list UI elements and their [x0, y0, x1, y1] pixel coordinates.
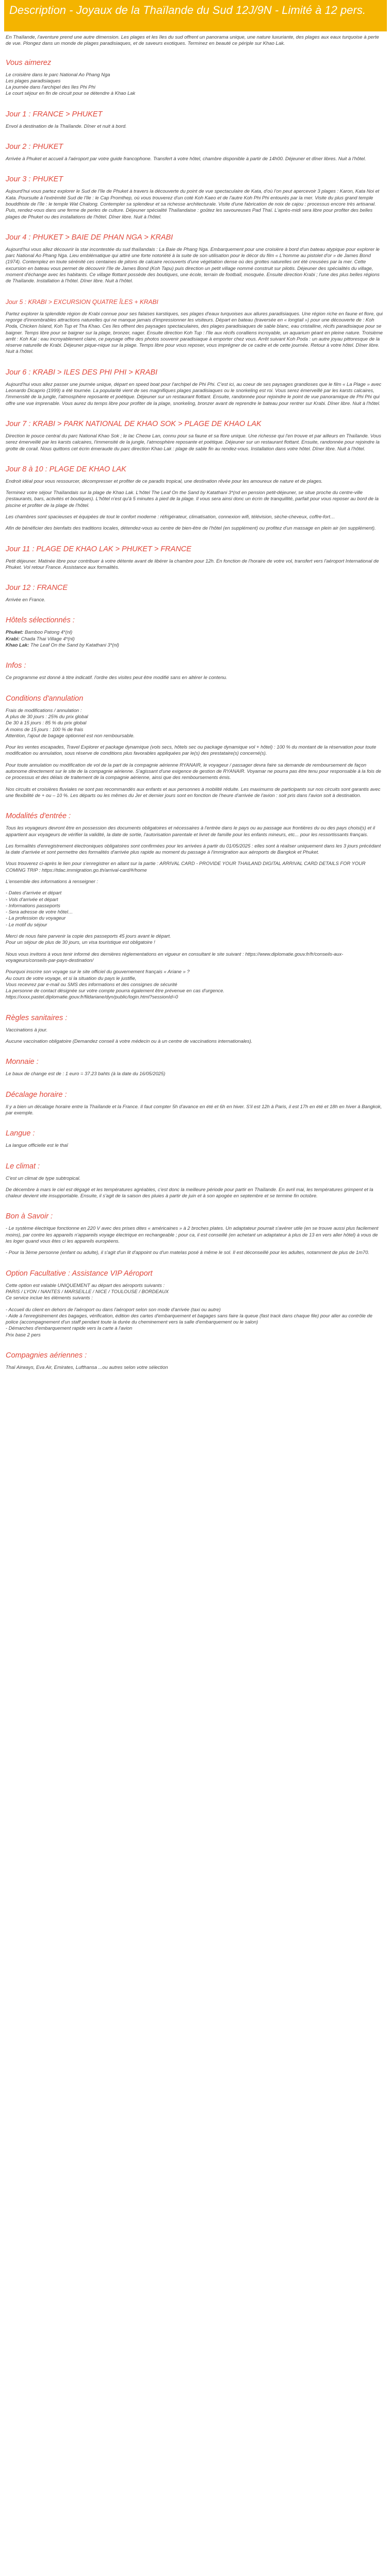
decalage-text: Il y a bien un décalage horaire entre la Thaïlande et la France. Il faut compter 5h d'avance en été et 6h en hiver. S'il est 12h à Paris, il est 17h en été et 18h en hiver à Bangkok, par exemple. [6, 1103, 382, 1115]
infos-text: Ce programme est donné à titre indicatif. l'ordre des visites peut être modifié sans en altérer le contenu. [6, 674, 227, 681]
hotel-name: Chada Thai Village 4*(nl) [20, 635, 75, 641]
option-text: - Accueil du client en dehors de l'aéroport ou dans l'aéroport selon son mode d'arrivée (taxi ou autre) - Aide à l'enregistrement des bagages, vérification, édition des cartes d'embarquement et bagages sans faire la queue (fast track dans chaque file) pour aller au contrôle de police (accompagnement d'un staff pendant toute la durée du cheminement vers la salle d'embarquement ou le salon) - Démarches d'embarquement rapide vers la carte à l'avion Prix base 2 pers [6, 1306, 372, 1337]
page-title: Description - Joyaux de la Thaïlande du Sud 12J/9N - Limité à 12 pers. [9, 4, 366, 16]
section-title-bon-a-savoir: Bon à Savoir : [6, 1212, 53, 1221]
conditions-list [6, 707, 385, 739]
day-title: Jour 1 : FRANCE > PHUKET [6, 110, 103, 118]
day-text: Direction le pouce central du parc National Khao Sok ; le lac Cheow Lan, connu pour sa faune et sa flore unique. Une richesse qui l'en trouve et par ailleurs en Thaïlande. Vous serez émerveillé par les karsts calcaires, l'immensité de la jungle, l'atmosphère reposante et poétique. Déjeuner sur un restaurant flottant. Ensuite, randonnée pour rejoindre la grotte de corail. Nous quittons cet écrin émeraude du parc direction Khao Lak : plage de sable fin au rendez-vous. Installation dans votre hôtel. Dîner libre. Nuit à l'hôtel. [6, 432, 381, 451]
day-text: Envol à destination de la Thaïlande. Dîner et nuit à bord. [6, 123, 127, 129]
day-text: Aujourd'hui vous allez passer une journée unique, départ en speed boat pour l'archipel de Phi Phi. C'est ici, au coeur de ses paysages grandioses que le film « La Plage » avec Leonardo Dicaprio (1999) a été tournée. La popularité vient de ses magnifiques plages paradisiaques ou le snorkeling est roi. Vous serez émerveillé par les karsts calcaires, l'immensité de la jungle, l'atmosphère reposante et poétique. Déjeuner sur un restaurant flottant. Ensuite, randonnée pour rejoindre le point de vue panoramique de Phi Phi qui offre une vue imprenable. Vous aurez du temps libre pour profiter de la plage, snorkeling, bronzer avant de reprendre le bateau pour rentrer sur Krabi. Dîner libre. Nuit à l'hôtel. [6, 381, 382, 406]
list-item: Les plages paradisiaques [6, 77, 61, 83]
option-text: Cette option est valable UNIQUEMENT au départ des aéroports suivants : PARIS / LYON / NANTES / MARSEILLE / NICE / TOULOUSE / BORDEAUX Ce service inclue les éléments suivants : [6, 1282, 169, 1301]
monnaie-text: Le baux de change est de : 1 euro = 37.23 bahts (à la date du 16/05/2025) [6, 1071, 166, 1077]
section-title-decalage: Décalage horaire : [6, 1090, 67, 1099]
climat-text: De décembre à mars le ciel est dégagé et les températures agréables, c'est donc la meilleure période pour partir en Thaïlande. En avril mai, les températures grimpent et la chaleur devient vite insupportable. Ensuite, il s'agit de la saison des pluies à partir de juin et à son apogée en septembre et se termine fin octobre. [6, 1186, 373, 1199]
day-title: Jour 4 : PHUKET > BAIE DE PHAN NGA > KRABI [6, 233, 173, 242]
day-text: Endroit idéal pour vous ressourcer, décompresser et profiter de ce paradis tropical, une destination rêvée pour les amoureux de nature et de plages. [6, 478, 323, 484]
modalites-text: Nous vous invitons à vous tenir informé des dernières réglementations en vigueur en consultant le site suivant : https://www.diplomatie.gouv.fr/fr/conseils-aux-voyageurs/conseils-par-pays-destination/ [6, 951, 344, 963]
day-title: Jour 3 : PHUKET [6, 175, 63, 184]
condition-line: De 30 à 15 jours : 85 % du prix global [6, 720, 87, 726]
condition-line: A moins de 15 jours : 100 % de frais [6, 726, 84, 732]
conditions-text: Nos circuits et croisières fluviales ne sont pas recommandés aux enfants et aux personnes à mobilité réduite. Les maximums de participants sur nos circuits sont garantis avec une flexibilité de + ou – 10 %. Les départs ou les mêmes du Jer et dernier jours sont en fonction de l'heure d'arrivée de l'avion : soit pris dans l'avion soit à destination. [6, 786, 381, 798]
day-text: Afin de bénéficier des bienfaits des traditions locales, détendez-vous au centre de bien-être de l'hôtel (en supplément) ou profitez d'un massage en plein air (en supplément). [6, 525, 376, 531]
page-title-banner [4, 0, 387, 31]
section-title-infos: Infos : [6, 662, 26, 670]
hotel-city: Khao Lak: [6, 642, 29, 648]
langue-text: La langue officielle est le thaï [6, 1142, 68, 1148]
list-item: Le court séjour en fin de circuit pour se détendre à Khao Lak [6, 90, 136, 96]
intro-text: En Thaïlande, l'aventure prend une autre dimension. Les plages et les îles du sud offrent un panorama unique, une nature luxuriante, des plages aux eaux turquoise à perte de vue. Plongez dans un monde de plages paradisiaques, et de saveurs exotiques. Terminez en beauté ce périple sur Khao Lak. [6, 35, 379, 47]
hotel-city: Phuket: [6, 629, 24, 635]
modalites-text: Tous les voyageurs devront être en possession des documents obligatoires et nécessaires à l'entrée dans le pays ou au passage aux frontières du ou des pays choisi(s) et il appartient aux voyageurs de vérifier la validité, la date de sortie, l'autorisation parentale et livret de famille pour les enfants mineurs, etc... pour les ressortissants français. [6, 825, 375, 837]
bon-a-savoir-text: - Pour la 3ème personne (enfant ou adulte), il s'agit d'un lit d'appoint ou d'un matelas posé à même le sol. Il est déconseillé pour les adultes, notamment de plus de 1m70. [6, 1249, 369, 1256]
section-title-langue: Langue : [6, 1129, 35, 1138]
hotel-name: The Leaf On the Sand by Katathani 3*(nl) [29, 642, 119, 648]
condition-line: Attention, l'ajout de bagage optionnel est non remboursable. [6, 732, 135, 738]
section-title-climat: Le climat : [6, 1162, 40, 1171]
section-title-monnaie: Monnaie : [6, 1058, 39, 1066]
day-text: Arrivée en France. [6, 597, 46, 603]
hotel-item [6, 636, 385, 642]
bon-a-savoir-text: - Le système électrique fonctionne en 220 V avec des prises dites « américaines » à 2 broches plates. Un adaptateur pourrait s'avérer utile (en se trouve aussi plus facilement moins), par contre les appareils n'appareils voyage électrique en rechangeable ; pour ca, il est conseillé (en achetant un adaptateur à plus de 13 en vers aller hôtel) à vous de les loger quand vous êtes ci les appareils européens. [6, 1225, 379, 1244]
sanitaires-text: Aucune vaccination obligatoire (Demandez conseil à votre médecin ou à un centre de vaccinations internationales). [6, 1038, 253, 1044]
sanitaires-text: Vaccinations à jour. [6, 1026, 48, 1032]
list-item: Le croisière dans le parc National Ao Phang Nga [6, 71, 110, 77]
day-title: Jour 11 : PLAGE DE KHAO LAK > PHUKET > FRANCE [6, 545, 191, 553]
compagnies-text: Thaï Airways, Eva Air, Emirates, Lufthansa ...ou autres selon votre sélection [6, 1364, 168, 1370]
day-text: Aujourd'hui vous partez explorer le Sud de l'île de Phuket à travers la découverte du point de vue spectaculaire de Kata, d'où l'on peut apercevoir 3 plages : Karon, Kata Noi et Kata. Poursuite à l'extrémité Sud de l'île : le Cap Promthep, où vous trouverez d'un coté Koh Kaeo et de l'autre Koh Phi Phi entourés par la mer. Visite du plus grand temple bouddhiste de l'île : le temple Wat Chalong. Contempler sa splendeur et sa richesse architecturale. Visite d'une fabrication de noix de cajou : processus encore très artisanal. Puis, rendez-vous dans une ferme de perles de culture. Déjeuner spécialité Thaïlandaise : goûtez les savoureuses Pad Thaï. L'après-midi sera libre pour profiter des belles plages de Phuket ou des installations de l'hôtel. Dîner libre. Nuit à l'hôtel. [6, 188, 380, 219]
condition-line: A plus de 30 jours : 25% du prix global [6, 713, 88, 719]
day-text: Les chambres sont spacieuses et équipées de tout le confort moderne : réfrigérateur, climatisation, connexion wifi, télévision, sèche-cheveux, coffre-fort… [6, 513, 335, 519]
day-text: Partez explorer la splendide région de Krabi connue pour ses falaises karstiques, ses plages d'eaux turquoises aux allures paradisiaques. Une région riche en faune et flore, qui regorge d'innombrables attractions naturelles qui ne manque jamais d'impressionner les visiteurs. Départ en bateau (traversée en « longtail ») pour une découverte de : Koh Poda, Chicken Island, Koh Tup et Tha Khao. Ces îles offrent des paysages spectaculaires, des plages paradisiaques de sable blanc, eau cristalline, récifs paradisiaque pour se baigner. Temps libre pour se baigner sur la plage, bronzer, nager. Ensuite direction Koh Tup : l'île aux récifs coralliens incroyable, un aquarium géant en pleine nature. Troisième arrêt : Koh Kai : eau incroyablement claire, ce paysage offre des photos souvenir paradisiaque à emporter chez vous. Arrêt suivant Koh Poda : un autre joyau pittoresque de la réserve naturelle de Krabi. Déjeuner pique-nique sur la plage. Temps libre pour vous reposer, vous imprégner de ce cadre et de cette journée. Retour à votre hôtel. Dîner libre. Nuit à l'hôtel. [6, 310, 383, 354]
modalites-text: L'ensemble des informations à renseigner : [6, 878, 98, 884]
day-title: Jour 2 : PHUKET [6, 143, 63, 151]
day-title: Jour 12 : FRANCE [6, 584, 68, 592]
section-title-modalites: Modalités d'entrée : [6, 812, 71, 821]
hotels-list [6, 629, 385, 648]
day-text: Aujourd'hui vous allez découvrir la star incontestée du sud thaïlandais : La Baie de Phang Nga. Embarquement pour une croisière à bord d'un bateau atypique pour explorer le parc National Ao Phang Nga. Lieu emblématique qui attiré une forte notoriété à la suite de son utilisation pour le décor du film « L'homme au pistolet d'or » de James Bond (1974). Contemplez en toute sérénité ces centaines de pitons de calcaire recouverts d'une végétation dense où des grottes naturelles ont été creusées par la mer. Cette excursion en bateau vous permet de découvrir l'île de James Bond (Koh Tapu) puis direction un petit village nommé construit sur pilotis. Déjeuner des spécialités du village, moment d'échange avec les habitants. Ce village flottant possède des boutiques, une école, terrain de football, mosquée. Ensuite direction Krabi ; l'une des plus belles régions de Thaïlande. Installation à l'hôtel. Dîner libre. Nuit à l'hôtel. [6, 246, 380, 284]
hotel-item [6, 629, 385, 635]
modalites-text: Pourquoi inscrire son voyage sur le site officiel du gouvernement français « Ariane » ? Au cours de votre voyage, et si la situation du pays le justifie, Vous recevrez par e-mail ou SMS des informations et des consignes de sécurité La personne de contact désignée sur votre compte pourra également être prévenue en cas d'urgence. https://xxxx.pastel.diplomatie.gouv.fr/fildariane/dyn/public/login.html?sessionId=0 [6, 969, 224, 1000]
hotel-name: Bamboo Patong 4*(nl) [23, 629, 73, 635]
section-title-conditions: Conditions d'annulation [6, 694, 84, 703]
day-text: Petit déjeuner. Matinée libre pour contribuer à votre détente avant de libérer la chambre pour 12h. En fonction de l'horaire de votre vol, transfert vers l'aéroport International de Phuket. Vol retour France. Assistance aux formalités. [6, 557, 379, 570]
day-text: Arrivée à Phuket et accueil à l'aéroport par votre guide francophone. Transfert à votre hôtel, chambre disponible à partir de 14h00. Déjeuner et dîner libres. Nuit à l'hôtel. [6, 156, 366, 162]
section-title-vous-aimerez: Vous aimerez [6, 58, 52, 67]
section-title-hotels: Hôtels sélectionnés : [6, 616, 75, 625]
day-text: Terminez votre séjour Thaïlandais sur la plage de Khao Lak. L'hôtel The Leaf On the Sand by Katathani 3*(nd en pension petit-déjeuner, se situe proche du centre-ville (restaurants, bars, activités et boutiques). L'hôtel n'est qu'à 5 minutes à pied de la plage. Il vous sera ainsi donc un écrin de tranquillité, parfait pour vous reposer au bord de la piscine et profiter de la plage de l'hôtel. [6, 489, 379, 508]
conditions-text: Pour les ventes escapades, Travel Explorer et package dynamique (vols secs, hôtels sec ou package dynamique vol + hôtel) : 100 % du montant de la réservation pour toute modification ou annulation, sous réserve de conditions plus favorables appliquées par le(s) des prestataire(s) concerné(s). [6, 744, 377, 756]
list-item: La journée dans l'archipel des îles Phi Phi [6, 84, 95, 90]
main-content [0, 35, 391, 1370]
day-title: Jour 5 : KRABI > EXCURSION QUATRE ÎLES + KRABI [6, 298, 158, 306]
day-title: Jour 8 à 10 : PLAGE DE KHAO LAK [6, 465, 126, 473]
modalites-text: Vous trouverez ci-après le lien pour s'enregistrer en allant sur la partie : ARRIVAL CARD - PROVIDE YOUR THAILAND DIGITAL ARRIVAL CARD DETAILS FOR YOUR COMING TRIP : https://tdac.immigration.go.th/arrival-card/#/home [6, 860, 366, 873]
section-title-option: Option Facultative : Assistance VIP Aéroport [6, 1269, 153, 1278]
hotel-city: Krabi: [6, 635, 20, 641]
modalites-text: - Dates d'arrivée et départ - Vols d'arrivée et départ - Informations passeports - Sera adresse de votre hôtel… - La profession du voyageur - Le motif du séjour [6, 890, 73, 927]
highlights-list [6, 72, 385, 97]
conditions-text: Pour toute annulation ou modification de vol de la part de la compagnie aérienne RYANAIR, le voyageur / passager devra faire sa demande de remboursement de façon autonome directement sur le site de la compagnie aérienne. S'agissant d'une exigence de gestion de RYANAIR. Voyamar ne pourra pas être tenu pour responsable à la fois de ce processus et des délais de traitement de la compagnie aérienne, ainsi que des remboursements émis. [6, 761, 381, 781]
modalites-text: Merci de nous faire parvenir la copie des passeports 45 jours avant le départ. Pour un séjour de plus de 30 jours, un visa touristique est obligatoire ! [6, 933, 171, 945]
hotel-item [6, 642, 385, 648]
section-title-compagnies: Compagnies aériennes : [6, 1351, 87, 1360]
modalites-text: Les formalités d'enregistrement électroniques obligatoires sont confirmées pour les arrivées à partir du 01/05/2025 : elles sont à réaliser uniquement dans les 3 jours précédant la date d'arrivée et sont permettre des formalités d'arrivée plus rapide au moment du passage à l'immigration aux aéroports de Bangkok et Phuket. [6, 842, 381, 855]
climat-text: C'est un climat de type subtropical. [6, 1175, 81, 1181]
day-title: Jour 6 : KRABI > ILES DES PHI PHI > KRABI [6, 368, 158, 377]
section-title-sanitaires: Règles sanitaires : [6, 1013, 68, 1022]
day-title: Jour 7 : KRABI > PARK NATIONAL DE KHAO SOK > PLAGE DE KHAO LAK [6, 419, 262, 428]
condition-line: Frais de modifications / annulation : [6, 707, 82, 713]
